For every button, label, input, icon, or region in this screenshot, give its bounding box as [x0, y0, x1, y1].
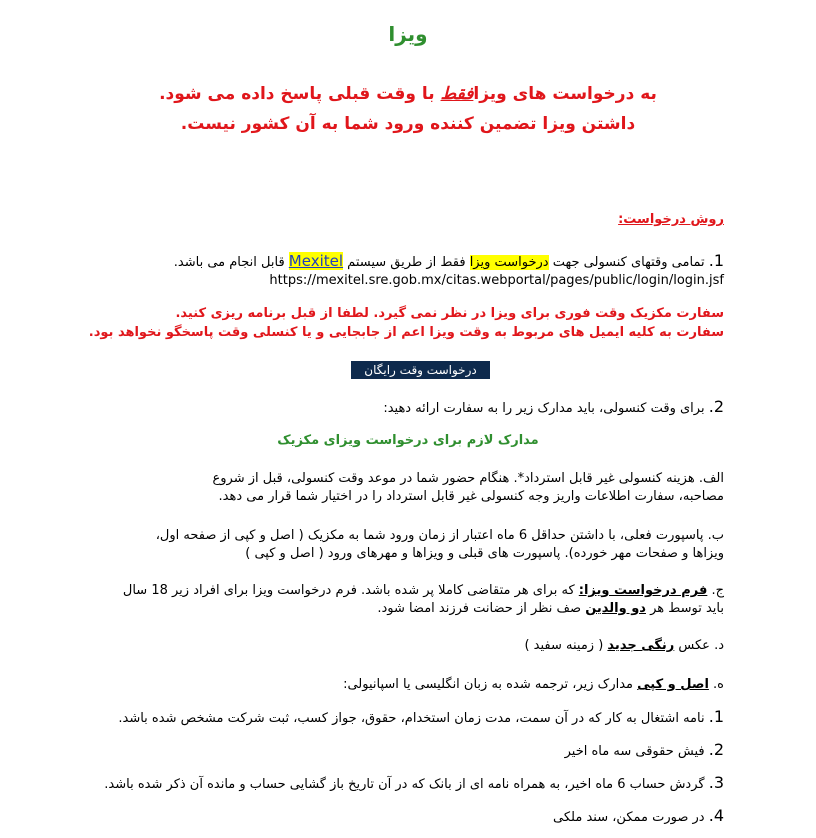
subitem-4-text: در صورت ممکن، سند ملکی: [553, 810, 709, 825]
doc-jim-line-2: [84, 600, 724, 618]
subitem-2-text: فیش حقوقی سه ماه اخیر: [564, 744, 709, 759]
subitem-2: [84, 741, 724, 761]
doc-he-prefix: ه.: [708, 677, 724, 692]
doc-dal-rest: ( زمینه سفید ): [524, 638, 608, 653]
doc-dal-prefix: د. عکس: [674, 638, 724, 653]
page-title: ویزا: [388, 22, 428, 46]
doc-jim-line-2-a: باید توسط هر: [645, 601, 724, 616]
warning-text-a: به درخواست های ویزا: [473, 84, 657, 104]
item-2-text: برای وقت کنسولی، باید مدارک زیر را به سفارت ارائه دهید:: [383, 401, 709, 416]
doc-jim-rest: که برای هر متقاضی کاملا پر شده باشد. فرم درخواست ویزا برای افراد زیر 18 سال: [122, 583, 579, 598]
doc-he-bold: اصل و کپی: [637, 677, 709, 692]
doc-jim-line-2-b: صف نظر از حضانت فرزند امضا شود.: [377, 601, 586, 616]
subitem-4: [84, 807, 724, 827]
item-1: [84, 252, 724, 272]
item-2-number: 2.: [708, 397, 724, 416]
item-1-text-b: فقط از طریق سیستم: [343, 255, 470, 270]
warning-emphasis: فقط: [440, 84, 474, 104]
notice-line-2: سفارت به کلیه ایمیل های مربوط به وقت ویزا اعم از جابجایی و یا کنسلی وقت پاسخگو نخواهد بود.: [88, 325, 724, 340]
subitem-1-number: 1.: [708, 707, 724, 726]
subitem-4-number: 4.: [708, 806, 724, 825]
free-appointment-badge: درخواست وقت رایگان است: [351, 361, 490, 379]
item-1-highlight: درخواست ویزا: [469, 255, 549, 270]
doc-jim-prefix: ج.: [707, 583, 724, 598]
item-1-text-a: تمامی وقتهای کنسولی جهت: [548, 255, 709, 270]
mexitel-link[interactable]: Mexitel: [288, 252, 344, 270]
doc-be-line-2: ویزاها و صفحات مهر خورده). پاسپورت های قبلی و ویزاها و مهرهای ورود ( اصل و کپی ): [245, 546, 724, 561]
doc-alef-line-2: مصاحبه، سفارت اطلاعات واریز وجه کنسولی غیر قابل استرداد را در اختیار شما قرار می دهد.: [218, 489, 724, 504]
doc-dal: [84, 637, 724, 655]
doc-jim-parents: دو والدین: [585, 601, 646, 616]
warning-line-1: [0, 80, 816, 108]
subitem-1-text: نامه اشتغال به کار که در آن سمت، مدت زمان استخدام، حقوق، جواز کسب، ثبت شرکت مشخص شده باشد.: [118, 711, 709, 726]
mexitel-url[interactable]: https://mexitel.sre.gob.mx/citas.webportal/pages/public/login/login.jsf: [269, 273, 724, 288]
item-1-text-c: قابل انجام می باشد.: [173, 255, 289, 270]
doc-be-line-1: ب. پاسپورت فعلی، با داشتن حداقل 6 ماه اعتبار از زمان ورود شما به مکزیک ( اصل و کپی از صفحه اول،: [155, 528, 724, 543]
subitem-3-text: گردش حساب 6 ماه اخیر، به همراه نامه ای از بانک که در آن تاریخ باز گشایی حساب و مانده آن ذکر شده باشد.: [104, 777, 709, 792]
warning-text-b: با وقت قبلی پاسخ داده می شود.: [159, 84, 441, 104]
doc-dal-bold: رنگی جدید: [607, 638, 675, 653]
doc-jim-line-1: [84, 582, 724, 600]
subitem-1: [84, 708, 724, 728]
doc-jim-bold: فرم درخواست ویزا:: [578, 583, 708, 598]
subitem-2-number: 2.: [708, 740, 724, 759]
subitem-3: [84, 774, 724, 794]
section-title: روش درخواست:: [618, 212, 724, 227]
warning-line-2: داشتن ویزا تضمین کننده ورود شما به آن کشور نیست.: [180, 114, 636, 134]
docs-heading: مدارک لازم برای درخواست ویزای مکزیک: [277, 433, 539, 448]
notice-line-1: سفارت مکزیک وقت فوری برای ویزا در نظر نمی گیرد. لطفا از قبل برنامه ریزی کنید.: [175, 306, 724, 321]
doc-alef-line-1: الف. هزینه کنسولی غیر قابل استرداد*. هنگام حضور شما در موعد وقت کنسولی، قبل از شروع: [212, 471, 724, 486]
doc-he-rest: مدارک زیر، ترجمه شده به زبان انگلیسی یا اسپانیولی:: [343, 677, 638, 692]
subitem-3-number: 3.: [708, 773, 724, 792]
item-1-number: 1.: [708, 251, 724, 270]
item-2: [84, 398, 724, 418]
doc-he: [84, 676, 724, 694]
